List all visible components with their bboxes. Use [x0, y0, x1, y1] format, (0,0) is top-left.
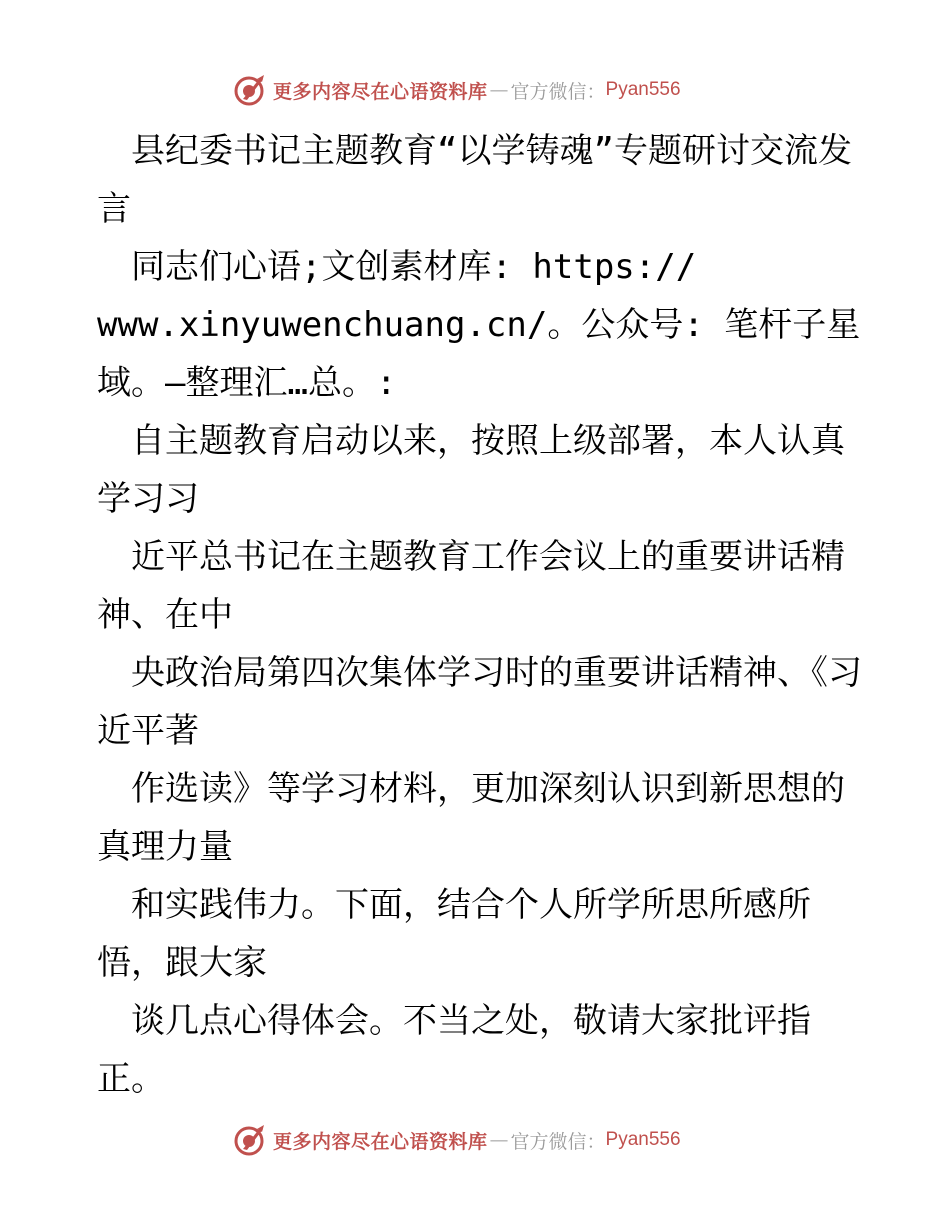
footer-brand-text: 更多内容尽在心语资料库	[273, 1130, 488, 1153]
paragraph-line-2: 近平总书记在主题教育工作会议上的重要讲话精神、在中	[97, 537, 845, 635]
quill-circle-icon	[233, 1123, 267, 1157]
header-separator: —	[489, 79, 509, 101]
paragraph-line-1: 自主题教育启动以来，按照上级部署，本人认真学习习	[97, 421, 845, 519]
header-brand-text: 更多内容尽在心语资料库	[273, 80, 488, 103]
footer-banner	[233, 1122, 681, 1158]
paragraph-line-4: 作选读》等学习材料，更加深刻认识到新思想的真理力量	[97, 769, 845, 867]
document-body	[97, 122, 877, 1108]
document-title: 县纪委书记主题教育“以学铸魂”专题研讨交流发言	[97, 131, 852, 229]
header-official-label: 官方微信：	[510, 80, 606, 103]
header-banner	[233, 72, 681, 108]
footer-official-label: 官方微信：	[510, 1130, 606, 1153]
quill-circle-icon	[233, 73, 267, 107]
paragraph-source-note: 同志们心语;文创素材库: https:// www.xinyuwenchuang.cn/。公众号: 笔杆子星域。—整理汇…总。:	[97, 247, 861, 403]
paragraph-line-3: 央政治局第四次集体学习时的重要讲话精神、《习近平著	[97, 653, 862, 751]
footer-wechat-id: Pyan556	[605, 1129, 681, 1150]
paragraph-line-5: 和实践伟力。下面，结合个人所学所思所感所悟，跟大家	[97, 885, 811, 983]
paragraph-line-6: 谈几点心得体会。不当之处，敬请大家批评指正。	[97, 1001, 811, 1099]
header-wechat-id: Pyan556	[605, 79, 681, 100]
footer-separator: —	[489, 1129, 509, 1151]
